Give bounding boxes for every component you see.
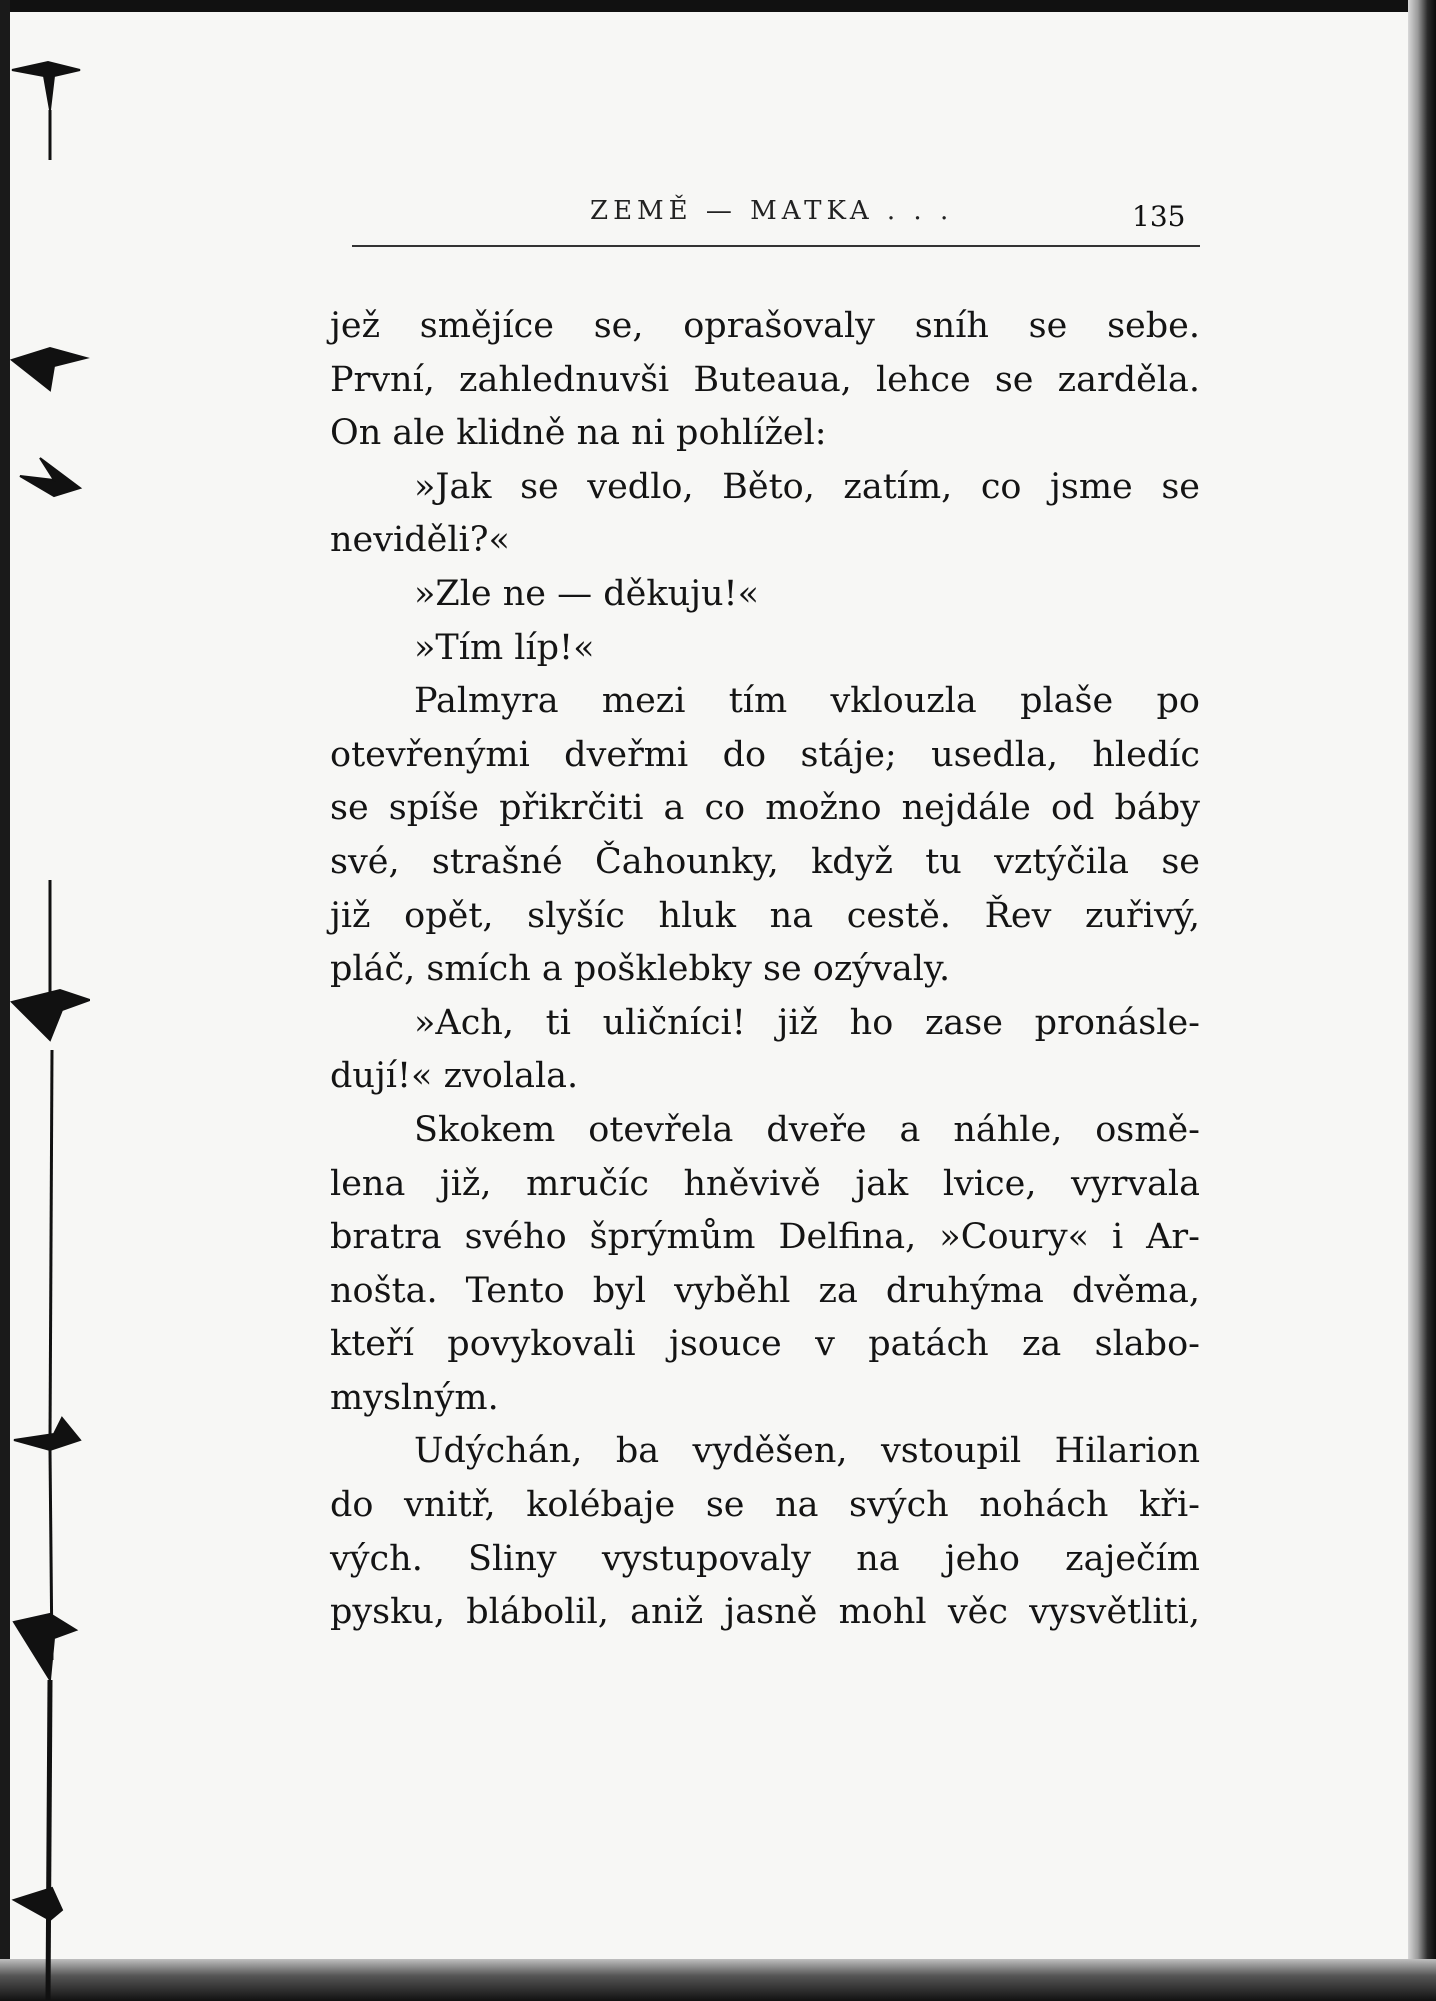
header-rule [352, 245, 1200, 247]
page-number: 135 [1132, 200, 1186, 233]
body-text [330, 300, 1200, 1640]
text-line: lena již, mručíc hněvivě jak lvice, vyrvala [330, 1163, 1200, 1204]
text-line: První, zahlednuvši Buteaua, lehce se zarděla. [330, 359, 1200, 400]
text-line: vých. Sliny vystupovaly na jeho zaječím [330, 1538, 1200, 1579]
scan-border-right [1408, 0, 1436, 2001]
scan-border-left [0, 0, 10, 2001]
scan-border-bottom [0, 1959, 1436, 2001]
text-line: se spíše přikrčiti a co možno nejdále od báby [330, 788, 1200, 829]
text-line: On ale klidně na ni pohlížel: [330, 413, 827, 454]
text-line: Udýchán, ba vyděšen, vstoupil Hilarion [414, 1431, 1200, 1472]
text-line: nošta. Tento byl vyběhl za druhýma dvěma, [330, 1270, 1200, 1311]
text-line: jež smějíce se, oprašovaly sníh se sebe. [330, 306, 1200, 346]
text-line: »Zle ne — děkuju!« [414, 573, 760, 614]
text-line: neviděli?« [330, 520, 510, 561]
text-line: »Jak se vedlo, Běto, zatím, co jsme se [414, 466, 1200, 507]
text-line: pláč, smích a pošklebky se ozývaly. [330, 949, 951, 990]
running-title: ZEMĚ — MATKA . . . [590, 196, 954, 226]
text-line: Palmyra mezi tím vklouzla plaše po [414, 681, 1200, 722]
text-line: »Tím líp!« [414, 627, 595, 668]
text-line: bratra svého šprýmům Delfina, »Coury« i Ar- [330, 1217, 1200, 1258]
text-line: myslným. [330, 1377, 499, 1418]
text-line: kteří povykovali jsouce v patách za slabo- [330, 1324, 1200, 1365]
scan-border-top [0, 0, 1436, 12]
text-line: své, strašné Čahounky, když tu vztýčila se [330, 841, 1200, 882]
text-line: již opět, slyšíc hluk na cestě. Řev zuřivý, [330, 895, 1200, 936]
binding-marks [10, 40, 90, 2000]
text-line: otevřenými dveřmi do stáje; usedla, hledíc [330, 734, 1200, 775]
text-line: pysku, blábolil, aniž jasně mohl věc vysvětliti, [330, 1592, 1200, 1633]
text-line: do vnitř, kolébaje se na svých nohách kři- [330, 1485, 1200, 1526]
text-line: dují!« zvolala. [330, 1056, 579, 1097]
text-line: »Ach, ti uličníci! již ho zase pronásle- [414, 1002, 1200, 1043]
text-line: Skokem otevřela dveře a náhle, osmě- [414, 1109, 1200, 1150]
